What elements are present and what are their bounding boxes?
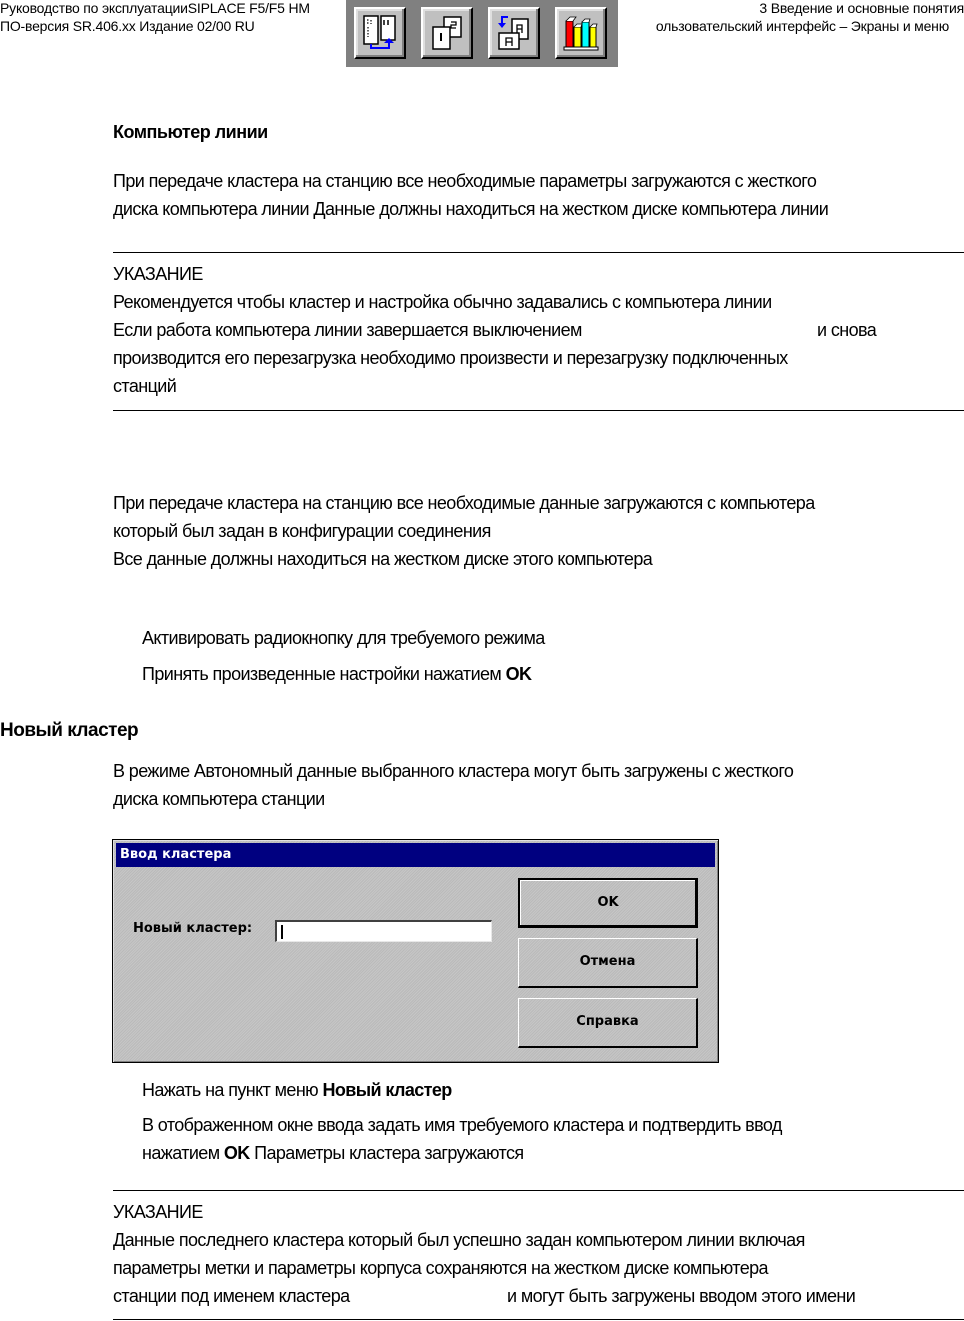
cluster-input-dialog (112, 839, 719, 1063)
note-bottom-divider (113, 1319, 964, 1320)
paragraph-line: который был задан в конфигурации соединения (113, 521, 491, 541)
step-enter-name-cont (142, 1139, 524, 1167)
note-line: параметры метки и параметры корпуса сохраняются на жестком диске компьютера (113, 1258, 768, 1278)
ok-button[interactable]: OK (518, 878, 698, 928)
toolbar-button-replace-document[interactable] (488, 7, 540, 59)
cancel-button[interactable]: Отмена (518, 938, 698, 988)
new-cluster-label: Новый кластер: (133, 921, 253, 936)
note-top-divider (113, 1190, 964, 1191)
books-library-icon (561, 13, 601, 53)
step-click-menu-item (142, 1076, 452, 1104)
heading-new-cluster: Новый кластер (0, 720, 139, 741)
paragraph-line: диска компьютера станции (113, 789, 325, 809)
toolbar-button-library[interactable] (555, 7, 607, 59)
paragraph-line: При передаче кластера на станцию все необходимые данные загружаются с компьютера (113, 493, 815, 513)
header-section: ользовательский интерфейс – Экраны и меню (655, 18, 949, 34)
step-accept-settings (142, 660, 531, 688)
note-line-continuation: и снова (817, 320, 877, 340)
copy-pages-icon (427, 13, 467, 53)
text-caret (281, 925, 283, 939)
note-line: Данные последнего кластера который был успешно задан компьютером линии включая (113, 1230, 805, 1250)
note-line: станций (113, 376, 177, 396)
note-line: Если работа компьютера линии завершается выключением (113, 320, 582, 340)
step-ok-keyword: OK (223, 1143, 250, 1163)
toolbar-button-copy-pages[interactable] (421, 7, 473, 59)
step-text: Принять произведенные настройки нажатием (142, 664, 506, 684)
dialog-title: Ввод кластера (116, 843, 715, 867)
step-enter-name: В отображенном окне ввода задать имя требуемого кластера и подтвердить ввод (142, 1115, 782, 1135)
note-title: УКАЗАНИЕ (113, 1202, 203, 1222)
cluster-transfer-icon (360, 13, 400, 53)
note-bottom-divider (113, 410, 964, 411)
paragraph-line: диска компьютера линии Данные должны находиться на жестком диске компьютера линии (113, 199, 829, 219)
navigation-toolbar (346, 0, 618, 67)
step-text: нажатием (142, 1143, 224, 1163)
heading-line-computer: Компьютер линии (113, 122, 268, 142)
note-top-divider (113, 252, 964, 253)
replace-document-icon (494, 13, 534, 53)
step-text: Нажать на пункт меню (142, 1080, 323, 1100)
paragraph-line: При передаче кластера на станцию все необходимые параметры загружаются с жесткого (113, 171, 817, 191)
toolbar-button-cluster-transfer[interactable] (354, 7, 406, 59)
step-menu-keyword: Новый кластер (322, 1080, 452, 1100)
note-line: Рекомендуется чтобы кластер и настройка обычно задавались с компьютера линии (113, 292, 772, 312)
note-line: производится его перезагрузка необходимо произвести и перезагрузку подключенных (113, 348, 788, 368)
header-version: ПО-версия SR.406.xx Издание 02/00 RU (0, 18, 255, 34)
paragraph-line: В режиме Автономный данные выбранного кластера могут быть загружены с жесткого (113, 761, 794, 781)
step-ok-keyword: OK (505, 664, 532, 684)
new-cluster-input[interactable] (275, 920, 492, 942)
step-text: Параметры кластера загружаются (249, 1143, 524, 1163)
note-line-continuation: и могут быть загружены вводом этого имени (507, 1286, 856, 1306)
step-activate-radio: Активировать радиокнопку для требуемого режима (142, 628, 545, 648)
note-title: УКАЗАНИЕ (113, 264, 203, 284)
header-chapter: 3 Введение и основные понятия (759, 0, 964, 16)
note-line: станции под именем кластера (113, 1286, 350, 1306)
paragraph-line: Все данные должны находиться на жестком диске этого компьютера (113, 549, 653, 569)
help-button[interactable]: Справка (518, 998, 698, 1048)
header-manual-title: Руководство по эксплуатацииSIPLACE F5/F5 HM (0, 0, 310, 16)
